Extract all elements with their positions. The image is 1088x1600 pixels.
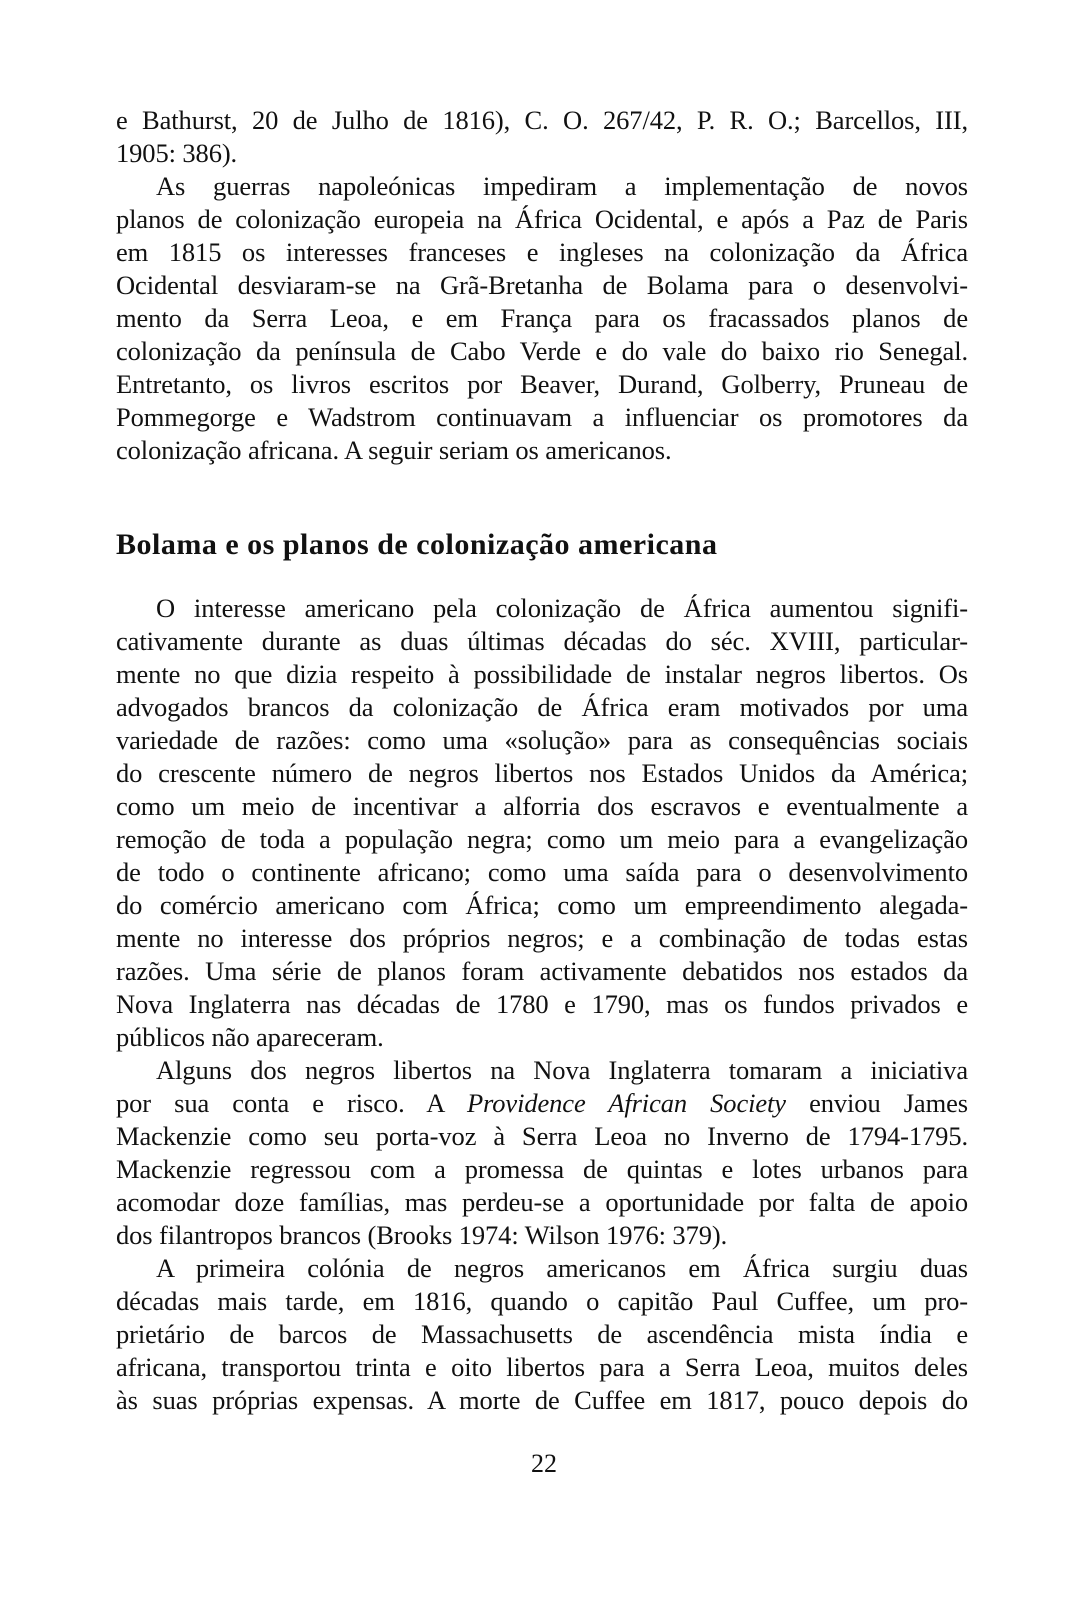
text-fragment: por sua conta e risco. A	[116, 1088, 467, 1118]
text-line: variedade de razões: como uma «solução» para as consequências sociais	[116, 725, 968, 755]
text-line: A primeira colónia de negros americanos em África surgiu duas	[156, 1253, 968, 1283]
text-line: advogados brancos da colonização de África eram motivados por uma	[116, 692, 968, 722]
text-line: colonização africana. A seguir seriam os americanos.	[116, 435, 672, 465]
opening-text	[116, 104, 968, 467]
text-line: e Bathurst, 20 de Julho de 1816), C. O. 267/42, P. R. O.; Barcellos, III,	[116, 105, 968, 135]
text-line: em 1815 os interesses franceses e ingleses na colonização da África	[116, 237, 968, 267]
text-line: prietário de barcos de Massachusetts de ascendência mista índia e	[116, 1319, 968, 1349]
text-line: mente no que dizia respeito à possibilidade de instalar negros libertos. Os	[116, 659, 968, 689]
text-line: Mackenzie como seu porta-voz à Serra Leoa no Inverno de 1794-1795.	[116, 1121, 968, 1151]
text-line: Alguns dos negros libertos na Nova Inglaterra tomaram a iniciativa	[156, 1055, 968, 1085]
society-name: Providence African Society	[466, 1088, 786, 1118]
text-line: do comércio americano com África; como um empreendimento alegada-	[116, 890, 968, 920]
text-line: acomodar doze famílias, mas perdeu-se a oportunidade por falta de apoio	[116, 1187, 968, 1217]
text-line: públicos não apareceram.	[116, 1022, 384, 1052]
text-line: O interesse americano pela colonização de África aumentou signifi-	[156, 593, 968, 623]
page-number: 22	[531, 1449, 557, 1478]
text-line: africana, transportou trinta e oito libertos para a Serra Leoa, muitos deles	[116, 1352, 968, 1382]
text-fragment: enviou James	[785, 1088, 968, 1118]
text-line	[116, 1087, 968, 1120]
text-line: dos filantropos brancos (Brooks 1974: Wilson 1976: 379).	[116, 1220, 728, 1250]
text-line: mente no interesse dos próprios negros; e a combinação de todas estas	[116, 923, 968, 953]
text-line: como um meio de incentivar a alforria dos escravos e eventualmente a	[116, 791, 968, 821]
text-line: As guerras napoleónicas impediram a implementação de novos	[156, 171, 968, 201]
text-line: cativamente durante as duas últimas décadas do séc. XVIII, particular-	[116, 626, 968, 656]
text-line: Nova Inglaterra nas décadas de 1780 e 1790, mas os fundos privados e	[116, 989, 968, 1019]
section-body	[116, 592, 968, 1417]
text-line: remoção de toda a população negra; como um meio para a evangelização	[116, 824, 968, 854]
text-line: do crescente número de negros libertos nos Estados Unidos da América;	[116, 758, 968, 788]
text-line: mento da Serra Leoa, e em França para os fracassados planos de	[116, 303, 968, 333]
text-line: colonização da península de Cabo Verde e do vale do baixo rio Senegal.	[116, 336, 968, 366]
text-line: décadas mais tarde, em 1816, quando o capitão Paul Cuffee, um pro-	[116, 1286, 968, 1316]
text-line: Pommegorge e Wadstrom continuavam a influenciar os promotores da	[116, 402, 968, 432]
text-line: planos de colonização europeia na África Ocidental, e após a Paz de Paris	[116, 204, 968, 234]
text-line: às suas próprias expensas. A morte de Cuffee em 1817, pouco depois do	[116, 1385, 968, 1415]
text-line: de todo o continente africano; como uma saída para o desenvolvimento	[116, 857, 968, 887]
section-heading: Bolama e os planos de colonização americana	[116, 528, 718, 561]
text-line: Mackenzie regressou com a promessa de quintas e lotes urbanos para	[116, 1154, 968, 1184]
text-line: 1905: 386).	[116, 138, 238, 168]
text-line: Entretanto, os livros escritos por Beaver, Durand, Golberry, Pruneau de	[116, 369, 968, 399]
text-line: Ocidental desviaram-se na Grã-Bretanha de Bolama para o desenvolvi-	[116, 270, 968, 300]
text-line: razões. Uma série de planos foram activamente debatidos nos estados da	[116, 956, 968, 986]
